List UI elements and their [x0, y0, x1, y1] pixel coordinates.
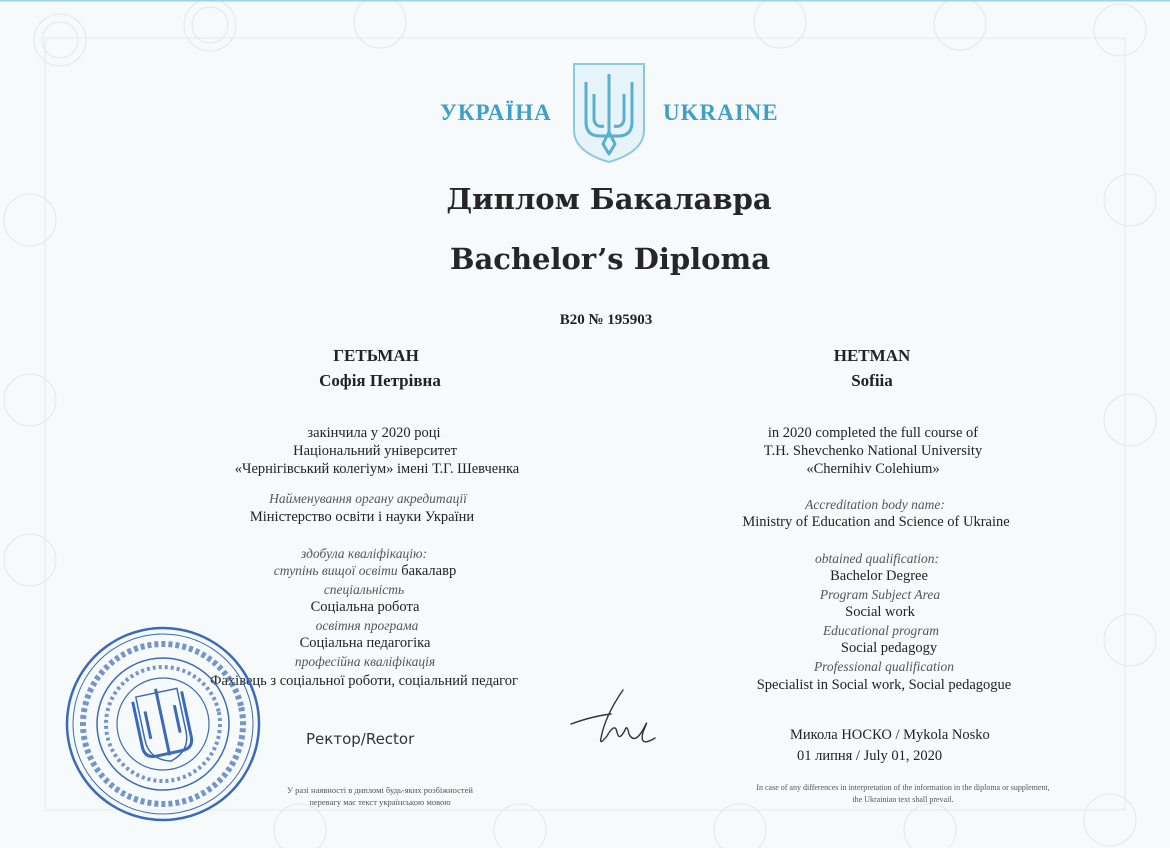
en-obtained-label: obtained qualification:	[814, 551, 940, 566]
en-accreditation-label: Accreditation body name:	[805, 497, 945, 512]
en-prof-label: Professional qualification	[813, 659, 955, 674]
ua-degree-value: бакалавр	[401, 563, 457, 579]
holder-given-ua: Софія Петрівна	[319, 371, 441, 390]
country-name-en: UKRAINE	[663, 100, 779, 125]
footnote-ua-line2: перевагу має текст українською мовою	[309, 797, 451, 807]
rector-name: Микола НОСКО / Mykola Nosko	[790, 727, 990, 743]
ua-specialty-label: спеціальність	[323, 582, 405, 597]
ua-obtained-label: здобула кваліфікацію:	[301, 546, 427, 561]
ua-prof-value: Фахівець з соціальної роботи, соціальний педагог	[210, 673, 518, 689]
country-name-ua: УКРАЇНА	[440, 100, 552, 125]
ua-university-line2: «Чернігівський колегіум» імені Т.Г. Шевченка	[234, 461, 520, 477]
en-subject-label: Program Subject Area	[819, 587, 941, 602]
en-university-line1: T.H. Shevchenko National University	[763, 443, 983, 459]
footnote-en-line2: the Ukrainian text shall prevail.	[852, 795, 954, 804]
en-university-line2: «Chernihiv Colehium»	[806, 461, 940, 477]
ua-degree-line	[274, 563, 456, 580]
ua-program-label: освітня програма	[315, 618, 419, 633]
footnote-ua	[255, 784, 505, 808]
holder-surname-en: HETMAN	[833, 346, 911, 365]
holder-surname-ua: ГЕТЬМАН	[333, 346, 419, 365]
en-subject-value: Social work	[845, 604, 915, 620]
issue-date: 01 липня / July 01, 2020	[797, 748, 943, 764]
ua-degree-label: ступінь вищої освіти	[273, 563, 398, 578]
en-accreditation-body: Ministry of Education and Science of Ukraine	[742, 514, 1010, 530]
footnote-ua-line1: У разі наявності в дипломі будь-яких розбіжностей	[287, 785, 473, 795]
ua-program-value: Соціальна педагогіка	[299, 635, 431, 651]
title-ua: Диплом Бакалавра	[446, 182, 772, 216]
footnote-en-line1: In case of any differences in interpretation of the information in the diploma or supplement,	[756, 783, 1050, 792]
ua-accreditation-label: Найменування органу акредитації	[269, 491, 467, 506]
ua-prof-label: професійна кваліфікація	[294, 654, 436, 669]
ua-university-line1: Національний університет	[293, 443, 457, 459]
en-prof-value: Specialist in Social work, Social pedagogue	[756, 677, 1012, 693]
rector-signature	[565, 686, 665, 750]
en-program-label: Educational program	[822, 623, 940, 638]
rector-label: Ректор/Rector	[306, 730, 415, 748]
university-seal	[58, 624, 268, 824]
ua-completed: закінчила у 2020 році	[307, 425, 441, 441]
trident-icon	[570, 60, 648, 166]
footnote-en	[718, 782, 1088, 806]
holder-given-en: Sofiia	[851, 371, 893, 390]
en-completed: in 2020 completed the full course of	[767, 425, 979, 441]
ua-specialty-value: Соціальна робота	[310, 599, 420, 615]
en-program-value: Social pedagogy	[840, 640, 938, 656]
title-en: Bachelor’s Diploma	[450, 242, 770, 276]
en-degree-value: Bachelor Degree	[830, 568, 928, 584]
ua-accreditation-body: Міністерство освіти і науки України	[249, 509, 475, 525]
diploma-number: B20 № 195903	[559, 312, 653, 328]
